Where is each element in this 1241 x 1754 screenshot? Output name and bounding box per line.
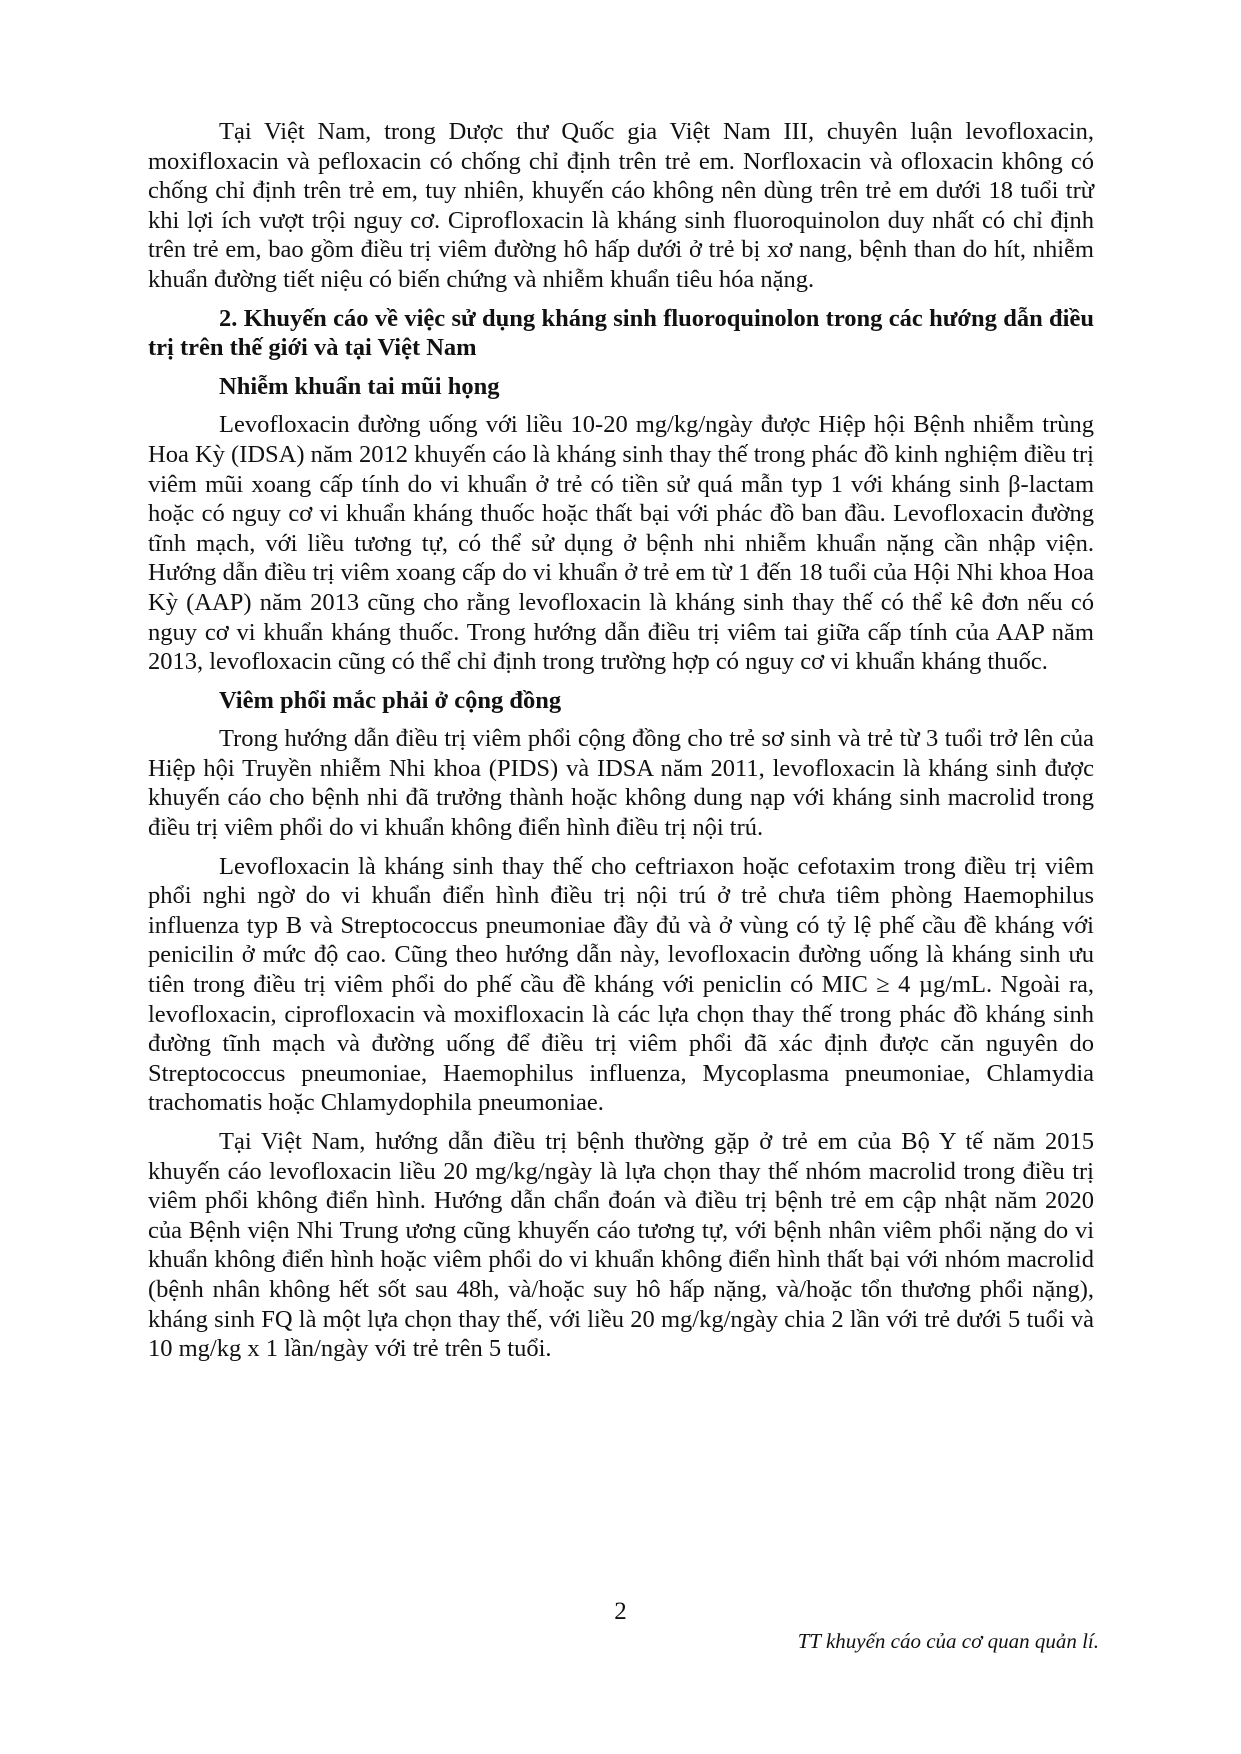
footer-note: TT khuyến cáo của cơ quan quản lí.: [797, 1629, 1099, 1653]
intro-paragraph: Tại Việt Nam, trong Dược thư Quốc gia Việt Nam III, chuyên luận levofloxacin, moxifloxacin và pefloxacin có chống chỉ định trên trẻ em. Norfloxacin và ofloxacin không có chống chỉ định trên trẻ em, tuy nhiên, khuyến cáo không nên dùng trên trẻ em dưới 18 tuổi trừ khi lợi ích vượt trội nguy cơ. Ciprofloxacin là kháng sinh fluoroquinolon duy nhất có chỉ định trên trẻ em, bao gồm điều trị viêm đường hô hấp dưới ở trẻ bị xơ nang, bệnh than do hít, nhiễm khuẩn đường tiết niệu có biến chứng và nhiễm khuẩn tiêu hóa nặng.: [148, 118, 1094, 293]
document-page: [148, 117, 1094, 1364]
pneumonia-paragraph: Tại Việt Nam, hướng dẫn điều trị bệnh thường gặp ở trẻ em của Bộ Y tế năm 2015 khuyến cáo levofloxacin liều 20 mg/kg/ngày là lựa chọn thay thế nhóm macrolid trong điều trị viêm phổi không điển hình. Hướng dẫn chẩn đoán và điều trị bệnh trẻ em cập nhật năm 2020 của Bệnh viện Nhi Trung ương cũng khuyến cáo tương tự, với bệnh nhân viêm phổi nặng do vi khuẩn không điển hình hoặc viêm phổi do vi khuẩn không điển hình thất bại với nhóm macrolid (bệnh nhân không hết sốt sau 48h, và/hoặc suy hô hấp nặng, và/hoặc tổn thương phổi nặng), kháng sinh FQ là một lựa chọn thay thế, với liều 20 mg/kg/ngày chia 2 lần với trẻ dưới 5 tuổi và 10 mg/kg x 1 lần/ngày với trẻ trên 5 tuổi.: [148, 1128, 1094, 1363]
subsection-heading-pneumonia: Viêm phổi mắc phải ở cộng đồng: [219, 686, 562, 714]
section-heading: 2. Khuyến cáo về việc sử dụng kháng sinh fluoroquinolon trong các hướng dẫn điều trị trên thế giới và tại Việt Nam: [148, 304, 1094, 362]
subsection-heading-ent: Nhiễm khuẩn tai mũi họng: [219, 372, 500, 400]
ent-paragraph: Levofloxacin đường uống với liều 10-20 mg/kg/ngày được Hiệp hội Bệnh nhiễm trùng Hoa Kỳ (IDSA) năm 2012 khuyến cáo là kháng sinh thay thế trong phác đồ kinh nghiệm điều trị viêm mũi xoang cấp tính do vi khuẩn ở trẻ có tiền sử quá mẫn typ 1 với kháng sinh β-lactam hoặc có nguy cơ vi khuẩn kháng thuốc hoặc thất bại với phác đồ ban đầu. Levofloxacin đường tĩnh mạch, với liều tương tự, có thể sử dụng ở bệnh nhi nhiễm khuẩn nặng cần nhập viện. Hướng dẫn điều trị viêm xoang cấp do vi khuẩn ở trẻ em từ 1 đến 18 tuổi của Hội Nhi khoa Hoa Kỳ (AAP) năm 2013 cũng cho rằng levofloxacin là kháng sinh thay thế có thể kê đơn nếu có nguy cơ vi khuẩn kháng thuốc. Trong hướng dẫn điều trị viêm tai giữa cấp tính của AAP năm 2013, levofloxacin cũng có thể chỉ định trong trường hợp có nguy cơ vi khuẩn kháng thuốc.: [148, 411, 1094, 676]
pneumonia-paragraph: Levofloxacin là kháng sinh thay thế cho ceftriaxon hoặc cefotaxim trong điều trị viêm phổi nghi ngờ do vi khuẩn điển hình điều trị nội trú ở trẻ chưa tiêm phòng Haemophilus influenza typ B và Streptococcus pneumoniae đầy đủ và ở vùng có tỷ lệ phế cầu đề kháng với penicilin ở mức độ cao. Cũng theo hướng dẫn này, levofloxacin đường uống là kháng sinh ưu tiên trong điều trị viêm phổi do phế cầu đề kháng với peniclin có MIC ≥ 4 µg/mL. Ngoài ra, levofloxacin, ciprofloxacin và moxifloxacin là các lựa chọn thay thế trong phác đồ kháng sinh đường tĩnh mạch và đường uống để điều trị viêm phổi đã xác định được căn nguyên do Streptococcus pneumoniae, Haemophilus influenza, Mycoplasma pneumoniae, Chlamydia trachomatis hoặc Chlamydophila pneumoniae.: [148, 852, 1094, 1117]
page-number: 2: [614, 1598, 627, 1625]
pneumonia-paragraph: Trong hướng dẫn điều trị viêm phổi cộng đồng cho trẻ sơ sinh và trẻ từ 3 tuổi trở lên của Hiệp hội Truyền nhiễm Nhi khoa (PIDS) và IDSA năm 2011, levofloxacin là kháng sinh được khuyến cáo cho bệnh nhi đã trưởng thành hoặc không dung nạp với kháng sinh macrolid trong điều trị viêm phổi do vi khuẩn không điển hình điều trị nội trú.: [148, 725, 1094, 842]
